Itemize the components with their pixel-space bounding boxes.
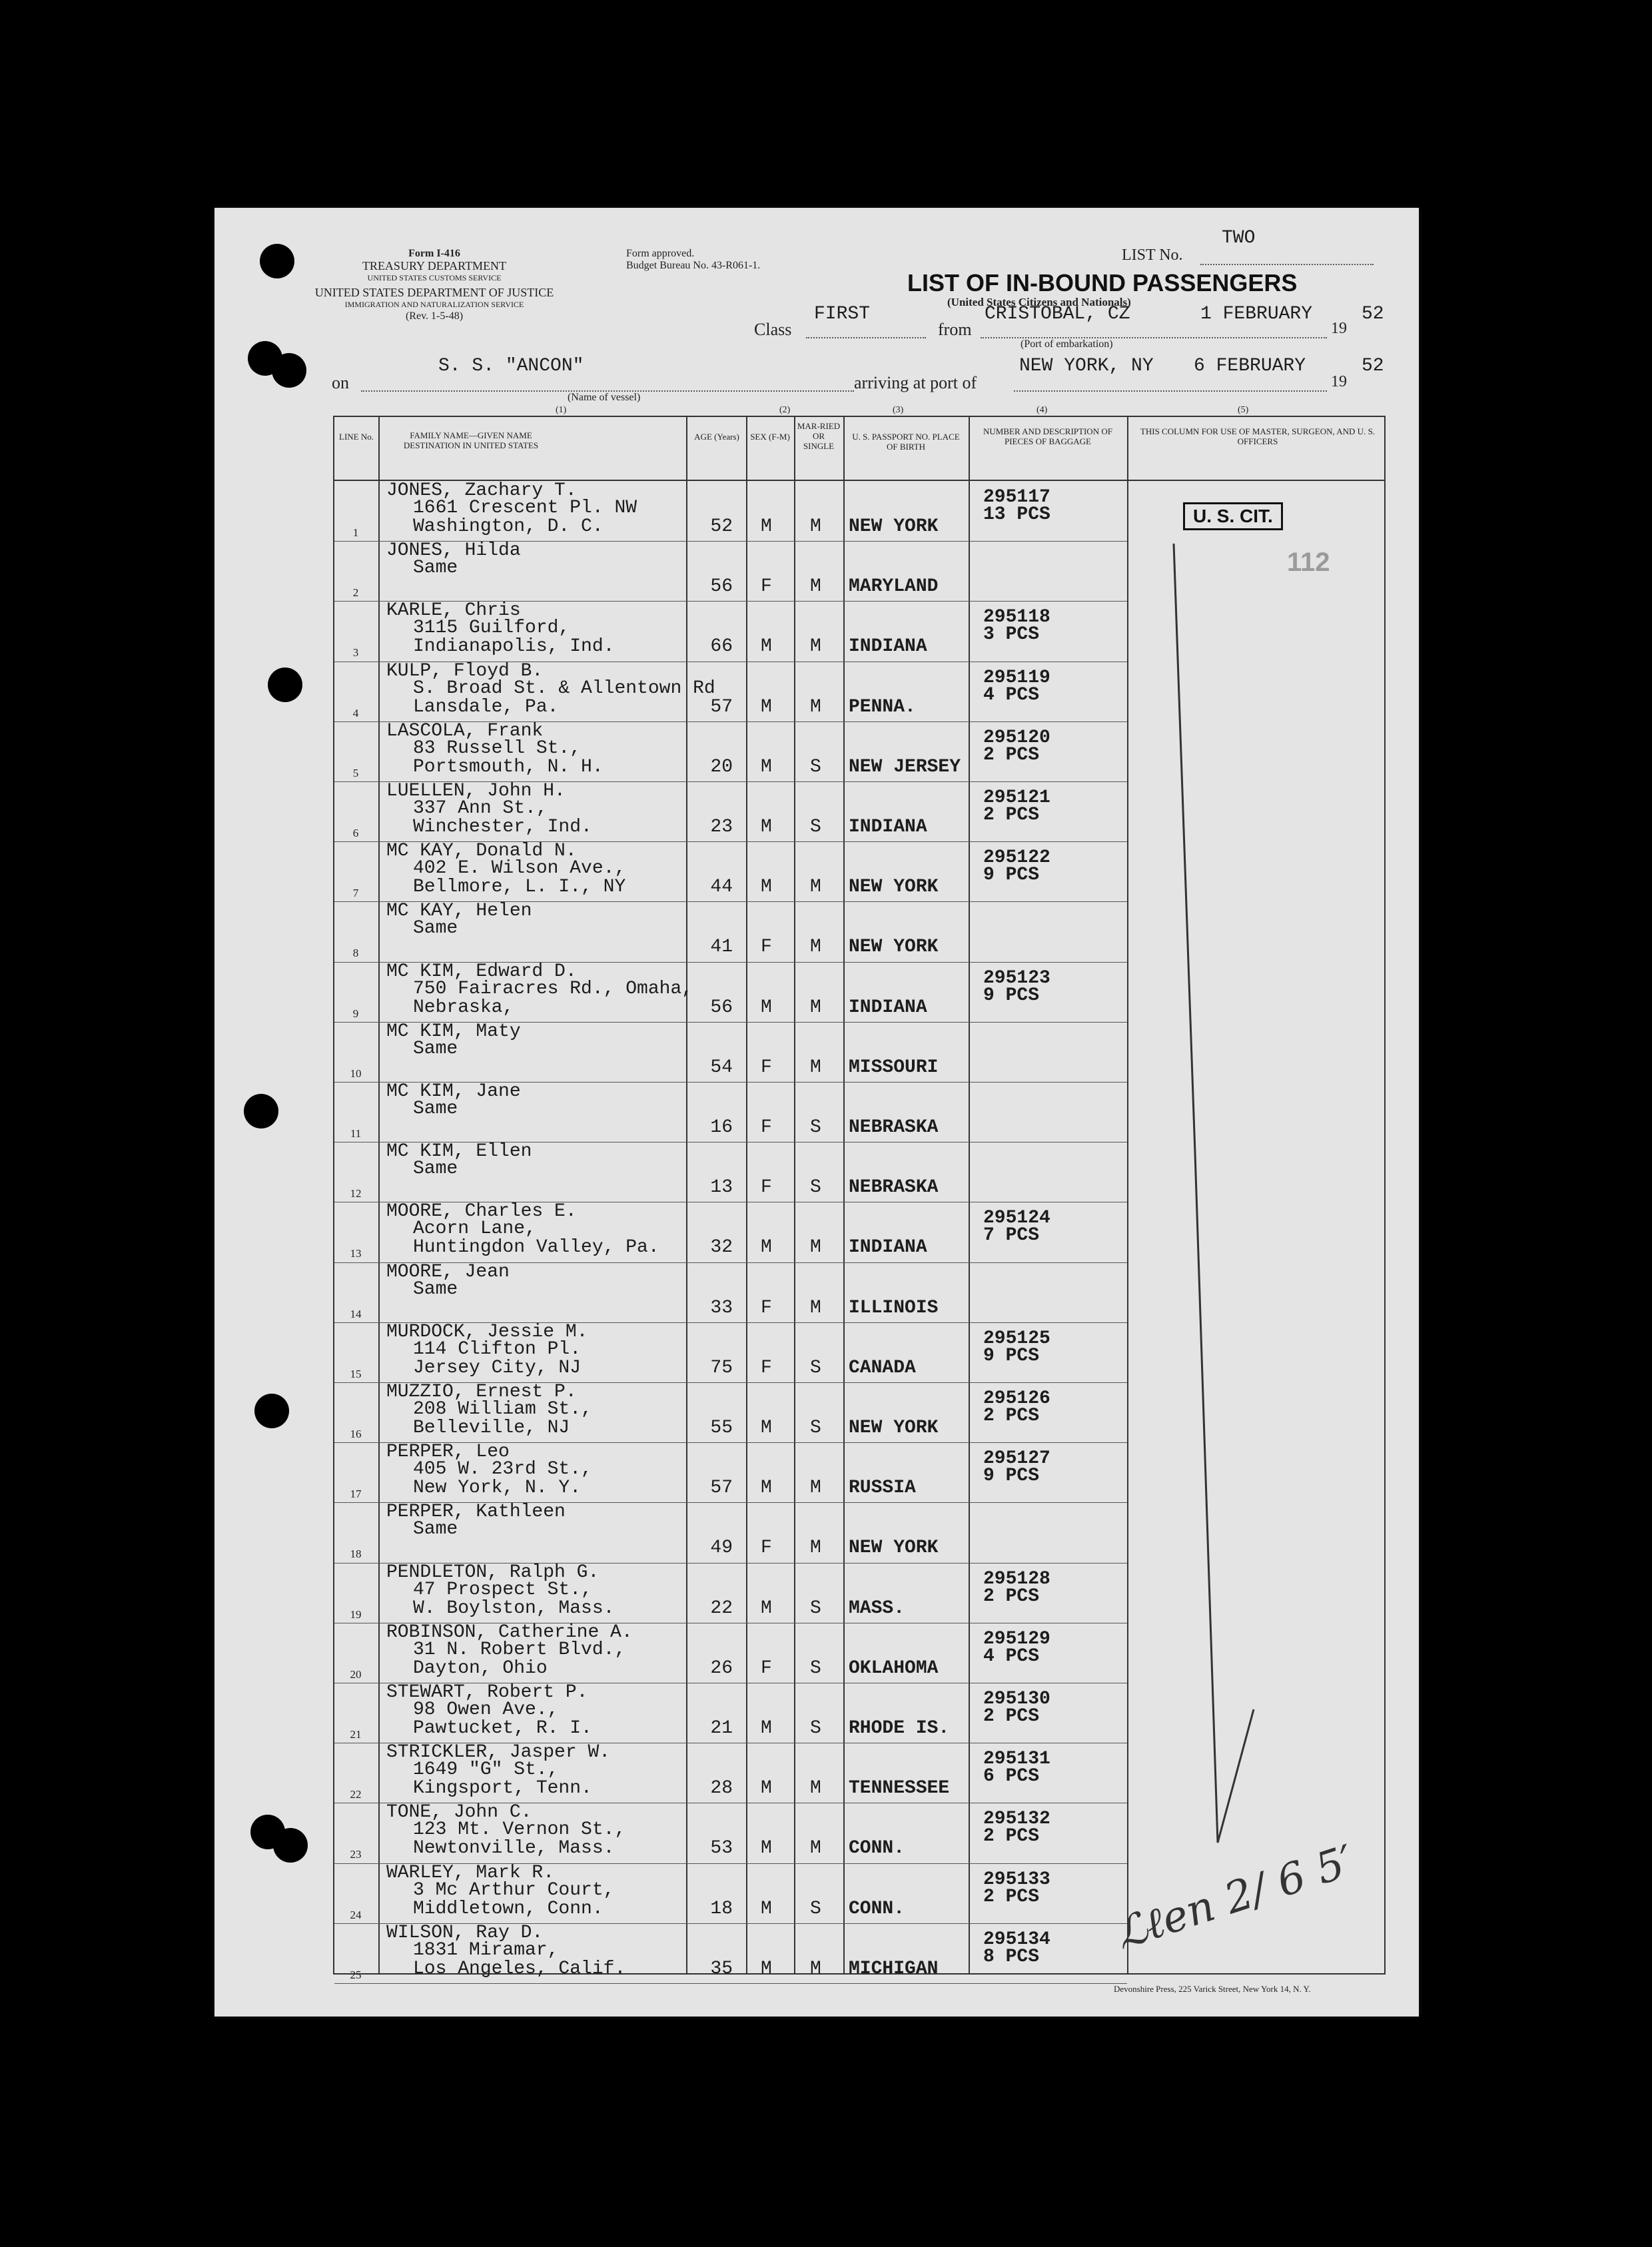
passenger-age: 53 [710,1838,733,1859]
passenger-sex: F [761,937,772,958]
passenger-city: Jersey City, NJ [413,1357,582,1378]
form-approved: Form approved. [626,248,695,259]
passenger-age: 18 [710,1898,733,1919]
line-number: 13 [350,1247,362,1260]
on-label: on [332,373,349,392]
passenger-sex: F [761,1297,772,1318]
passenger-sex: M [761,1898,772,1919]
place-of-birth: MASS. [849,1597,905,1619]
baggage-pieces: 2 PCS [983,805,1040,825]
baggage-number: 295124 [983,1208,1050,1229]
marital-status: S [810,1177,821,1198]
line-number: 20 [350,1667,362,1681]
line-number: 16 [350,1428,362,1440]
passenger-city: Indianapolis, Ind. [413,636,615,658]
passenger-name: MC KIM, Maty [386,1021,521,1042]
place-of-birth: MICHIGAN [849,1958,939,1979]
place-of-birth: INDIANA [849,817,927,837]
passenger-age: 16 [710,1117,733,1138]
passenger-address: 114 Clifton Pl. [413,1338,582,1360]
passenger-city: Washington, D. C. [413,516,604,537]
list-label: LIST No. [1122,246,1183,264]
passenger-address: Same [413,1158,458,1180]
line-number: 3 [352,646,359,660]
baggage-number: 295129 [983,1628,1050,1649]
passenger-address: Acorn Lane, [413,1218,536,1240]
passenger-city: Nebraska, [413,997,514,1018]
passenger-city: Dayton, Ohio [413,1657,548,1679]
baggage-number: 295128 [983,1568,1050,1589]
line-number: 6 [352,827,359,839]
passenger-city: Middletown, Conn. [413,1898,604,1919]
passenger-city: Winchester, Ind. [413,817,592,837]
page-title: LIST OF IN-BOUND PASSENGERS [907,269,1298,296]
passenger-sex: F [761,1177,772,1198]
baggage-number: 295120 [983,727,1050,748]
line-number: 17 [350,1488,362,1501]
class-label: Class [754,320,792,339]
passenger-city: New York, N. Y. [413,1478,582,1499]
marital-status: S [810,1898,821,1919]
passenger-name: MOORE, Charles E. [386,1201,577,1222]
passenger-name: MOORE, Jean [386,1261,510,1282]
embarkation-date: 1 FEBRUARY [1200,304,1313,324]
marital-status: M [810,1237,821,1258]
baggage-pieces: 2 PCS [983,1585,1040,1607]
arrival-date: 6 FEBRUARY [1194,356,1306,376]
passenger-sex: M [761,1958,772,1979]
place-of-birth: TENNESSEE [849,1778,950,1799]
arrival-year: 52 [1362,356,1384,376]
col-header-birth: U. S. PASSPORT NO. PLACE OF BIRTH [852,432,960,452]
baggage-number: 295130 [983,1689,1050,1709]
passenger-age: 52 [710,516,733,537]
passenger-address: Same [413,1099,458,1119]
passenger-name: JONES, Zachary T. [386,480,577,501]
passenger-name: MC KIM, Edward D. [386,961,577,982]
passenger-name: MC KIM, Ellen [386,1141,532,1162]
baggage-pieces: 9 PCS [983,1345,1040,1366]
baggage-pieces: 4 PCS [983,684,1040,705]
passenger-sex: M [761,1237,772,1258]
passenger-name: KARLE, Chris [386,600,521,622]
vessel-caption: (Name of vessel) [568,392,641,403]
place-of-birth: NEW YORK [849,1418,939,1438]
place-of-birth: OKLAHOMA [849,1657,939,1679]
passenger-sex: M [761,696,772,717]
passenger-age: 57 [710,696,733,717]
place-of-birth: CANADA [849,1357,916,1378]
place-of-birth: NEW YORK [849,877,939,898]
passenger-age: 57 [710,1478,733,1499]
place-of-birth: NEW JERSEY [849,756,961,777]
baggage-number: 295126 [983,1388,1050,1409]
binder-hole [260,244,294,278]
marital-status: S [810,1718,821,1739]
passenger-address: 1831 Miramar, [413,1939,559,1961]
marital-status: M [810,1057,821,1078]
from-label: from [938,320,972,339]
marital-status: S [810,1117,821,1138]
line-number: 12 [350,1187,362,1200]
page-subtitle: (United States Citizens and Nationals) [947,296,1131,308]
budget-bureau-number: Budget Bureau No. 43-R061-1. [626,260,761,271]
passenger-address: S. Broad St. & Allentown Rd [413,677,715,699]
marital-status: M [810,1958,821,1979]
baggage-pieces: 8 PCS [983,1946,1040,1967]
line-number: 18 [350,1548,362,1561]
marital-status: S [810,1597,821,1619]
column-number: (3) [893,405,904,415]
passenger-address: Same [413,1519,458,1540]
baggage-pieces: 2 PCS [983,1406,1040,1426]
passenger-city: Belleville, NJ [413,1418,570,1438]
baggage-pieces: 3 PCS [983,624,1040,646]
line-number: 1 [352,526,359,539]
passenger-city: W. Boylston, Mass. [413,1597,615,1619]
passenger-address: 3 Mc Arthur Court, [413,1879,615,1901]
marital-status: M [810,576,821,598]
baggage-pieces: 9 PCS [983,865,1040,886]
binder-hole [273,1828,308,1863]
passenger-age: 22 [710,1597,733,1619]
baggage-number: 295118 [983,607,1050,628]
arriving-label: arriving at port of [854,373,977,392]
passenger-city: Lansdale, Pa. [413,696,559,717]
baggage-pieces: 2 PCS [983,1706,1040,1727]
passenger-address: 98 Owen Ave., [413,1699,559,1720]
passenger-name: JONES, Hilda [386,540,521,562]
place-of-birth: PENNA. [849,696,916,717]
place-of-birth: NEW YORK [849,937,939,958]
passenger-address: 47 Prospect St., [413,1579,592,1600]
passenger-sex: F [761,1057,772,1078]
baggage-pieces: 7 PCS [983,1225,1040,1246]
passenger-age: 66 [710,636,733,658]
passenger-city: Los Angeles, Calif. [413,1958,626,1979]
passenger-name: PENDLETON, Ralph G. [386,1562,600,1583]
line-number: 22 [350,1788,362,1801]
passenger-age: 13 [710,1177,733,1198]
passenger-name: TONE, John C. [386,1802,532,1823]
baggage-number: 295119 [983,667,1050,688]
passenger-name: MUZZIO, Ernest P. [386,1382,577,1402]
passenger-age: 21 [710,1718,733,1739]
passenger-address: 83 Russell St., [413,737,582,759]
binder-hole [244,1094,278,1128]
passenger-sex: F [761,1657,772,1679]
line-number: 25 [350,1968,362,1981]
baggage-number: 295117 [983,487,1050,508]
marital-status: S [810,1418,821,1438]
marital-status: M [810,696,821,717]
passenger-age: 28 [710,1778,733,1799]
place-of-birth: INDIANA [849,636,927,658]
passenger-name: WARLEY, Mark R. [386,1862,555,1883]
passenger-city: Kingsport, Tenn. [413,1778,592,1799]
printer-footer: Devonshire Press, 225 Varick Street, New York 14, N. Y. [1114,1984,1311,1994]
passenger-age: 35 [710,1958,733,1979]
passenger-age: 75 [710,1357,733,1378]
passenger-address: 1649 "G" St., [413,1759,559,1781]
column-number: (4) [1036,405,1048,415]
passenger-sex: F [761,1117,772,1138]
col-header-baggage: NUMBER AND DESCRIPTION OF PIECES OF BAGGAGE [983,426,1112,446]
justice-department: UNITED STATES DEPARTMENT OF JUSTICE [314,286,554,299]
baggage-number: 295131 [983,1749,1050,1770]
line-number: 7 [352,887,359,900]
passenger-address: Same [413,1038,458,1059]
place-of-birth: CONN. [849,1898,905,1919]
passenger-name: PERPER, Leo [386,1442,510,1463]
port-caption: (Port of embarkation) [1021,338,1113,350]
passenger-age: 26 [710,1657,733,1679]
passenger-address: 3115 Guilford, [413,618,570,639]
passenger-age: 54 [710,1057,733,1078]
passenger-address: Same [413,918,458,939]
line-number: 19 [350,1607,362,1621]
place-of-birth: NEBRASKA [849,1117,939,1138]
baggage-number: 295127 [983,1448,1050,1470]
place-of-birth: INDIANA [849,1237,927,1258]
baggage-pieces: 9 PCS [983,1466,1040,1487]
form-number: Form I-416 [408,248,460,259]
passenger-sex: M [761,1478,772,1499]
passenger-city: Portsmouth, N. H. [413,756,604,777]
passenger-city: Huntingdon Valley, Pa. [413,1237,659,1258]
passenger-name: WILSON, Ray D. [386,1922,544,1943]
passenger-address: 1661 Crescent Pl. NW [413,498,637,518]
col-header-officers: THIS COLUMN FOR USE OF MASTER, SURGEON, AND U. S. OFFICERS [1140,426,1376,446]
passenger-sex: F [761,1357,772,1378]
passenger-city: Pawtucket, R. I. [413,1718,592,1739]
col-header-line: LINE No. [339,432,374,442]
passenger-sex: M [761,997,772,1018]
passenger-name: MC KAY, Helen [386,901,532,922]
col-header-name: FAMILY NAME—GIVEN NAME DESTINATION IN UNITED STATES [403,430,539,450]
passenger-address: 337 Ann St., [413,798,548,819]
place-of-birth: INDIANA [849,997,927,1018]
baggage-number: 295122 [983,847,1050,869]
passenger-table [333,416,1386,1981]
place-of-birth: MARYLAND [849,576,939,598]
passenger-address: Same [413,1278,458,1300]
passenger-age: 23 [710,817,733,837]
baggage-number: 295125 [983,1328,1050,1349]
passenger-name: STRICKLER, Jasper W. [386,1742,611,1763]
baggage-pieces: 4 PCS [983,1645,1040,1667]
treasury-department: TREASURY DEPARTMENT [362,259,507,272]
marital-status: S [810,756,821,777]
col-header-sex: SEX (F-M) [750,432,790,442]
col-header-age: AGE (Years) [694,432,739,442]
marital-status: M [810,636,821,658]
passenger-age: 41 [710,937,733,958]
vessel-name: S. S. "ANCON" [438,356,584,376]
passenger-sex: M [761,1597,772,1619]
row-divider [334,1983,1127,1984]
marital-status: M [810,1478,821,1499]
baggage-pieces: 13 PCS [983,504,1050,525]
passenger-city: Newtonville, Mass. [413,1838,615,1859]
marital-status: S [810,1657,821,1679]
faint-stamp-number: 112 [1287,548,1330,577]
line-number: 8 [352,947,359,960]
binder-hole [254,1394,289,1428]
passenger-name: MC KIM, Jane [386,1081,521,1102]
marital-status: S [810,817,821,837]
baggage-number: 295134 [983,1929,1050,1950]
passenger-sex: F [761,576,772,598]
passenger-address: 31 N. Robert Blvd., [413,1639,626,1660]
passenger-sex: F [761,1538,772,1559]
passenger-address: 750 Fairacres Rd., Omaha, [413,978,693,999]
col-header-married: MAR-RIED OR SINGLE [797,421,841,451]
place-of-birth: RHODE IS. [849,1718,950,1739]
binder-hole [268,668,302,702]
pencil-check-line [1160,537,1267,1949]
marital-status: M [810,1297,821,1318]
line-number: 23 [350,1848,362,1861]
place-of-birth: NEBRASKA [849,1177,939,1198]
passenger-name: KULP, Floyd B. [386,660,544,681]
place-of-birth: NEW YORK [849,516,939,537]
passenger-name: PERPER, Kathleen [386,1502,566,1523]
passenger-age: 56 [710,997,733,1018]
place-of-birth: RUSSIA [849,1478,916,1499]
column-number: (5) [1238,405,1249,415]
passenger-sex: M [761,817,772,837]
line-number: 14 [350,1307,362,1320]
passenger-name: MC KAY, Donald N. [386,841,577,862]
line-number: 2 [352,586,359,600]
place-of-birth: MISSOURI [849,1057,939,1078]
marital-status: M [810,1538,821,1559]
line-number: 11 [350,1127,362,1140]
passenger-sex: M [761,877,772,898]
marital-status: M [810,1838,821,1859]
marital-status: M [810,516,821,537]
passenger-name: ROBINSON, Catherine A. [386,1621,633,1643]
passenger-age: 20 [710,756,733,777]
column-number: (1) [556,405,567,415]
passenger-name: LASCOLA, Frank [386,720,544,741]
passenger-name: LUELLEN, John H. [386,781,566,801]
passenger-address: Same [413,558,458,579]
passenger-age: 55 [710,1418,733,1438]
form-revision: (Rev. 1-5-48) [405,310,464,322]
passenger-city: Bellmore, L. I., NY [413,877,626,898]
manifest-page [214,208,1419,2017]
line-number: 9 [352,1007,359,1020]
handwritten-signature: ℒℓen 2/ 6 5′ [1109,1836,1360,1960]
binder-hole [272,353,306,388]
us-citizen-stamp: U. S. CIT. [1183,502,1283,530]
passenger-address: 402 E. Wilson Ave., [413,858,626,879]
passenger-name: MURDOCK, Jessie M. [386,1321,588,1342]
from-year: 52 [1362,304,1384,324]
passenger-address: 405 W. 23rd St., [413,1459,592,1480]
baggage-number: 295133 [983,1869,1050,1890]
baggage-pieces: 2 PCS [983,744,1040,765]
passenger-address: 208 William St., [413,1399,592,1420]
marital-status: M [810,877,821,898]
immigration-service: IMMIGRATION AND NATURALIZATION SERVICE [344,300,524,309]
line-number: 15 [350,1367,362,1380]
passenger-name: STEWART, Robert P. [386,1682,588,1703]
baggage-number: 295123 [983,967,1050,989]
baggage-pieces: 2 PCS [983,1886,1040,1907]
passenger-sex: M [761,1778,772,1799]
passenger-sex: M [761,1838,772,1859]
passenger-age: 56 [710,576,733,598]
passenger-sex: M [761,756,772,777]
port-of-embarkation: CRISTOBAL, CZ [985,304,1130,324]
place-of-birth: ILLINOIS [849,1297,939,1318]
marital-status: S [810,1357,821,1378]
passenger-age: 32 [710,1237,733,1258]
customs-service: UNITED STATES CUSTOMS SERVICE [367,273,502,282]
marital-status: M [810,937,821,958]
passenger-address: 123 Mt. Vernon St., [413,1819,626,1841]
column-number: (2) [779,405,791,415]
passenger-sex: M [761,636,772,658]
passenger-sex: M [761,516,772,537]
baggage-number: 295121 [983,787,1050,808]
line-number: 10 [350,1067,362,1080]
passenger-age: 33 [710,1297,733,1318]
passenger-sex: M [761,1718,772,1739]
line-number: 5 [352,766,359,779]
class-value: FIRST [814,304,871,324]
passenger-sex: M [761,1418,772,1438]
baggage-number: 295132 [983,1809,1050,1830]
from-year-prefix: 19 [1331,320,1347,337]
marital-status: M [810,1778,821,1799]
place-of-birth: NEW YORK [849,1538,939,1559]
place-of-birth: CONN. [849,1838,905,1859]
line-number: 4 [352,706,359,719]
line-number: 21 [350,1728,362,1741]
passenger-age: 44 [710,877,733,898]
baggage-pieces: 6 PCS [983,1766,1040,1787]
passenger-age: 49 [710,1538,733,1559]
list-number: TWO [1222,228,1256,248]
marital-status: M [810,997,821,1018]
baggage-pieces: 2 PCS [983,1826,1040,1847]
line-number: 24 [350,1908,362,1921]
arrival-year-prefix: 19 [1331,373,1347,390]
arrival-port: NEW YORK, NY [1019,356,1154,376]
baggage-pieces: 9 PCS [983,985,1040,1006]
